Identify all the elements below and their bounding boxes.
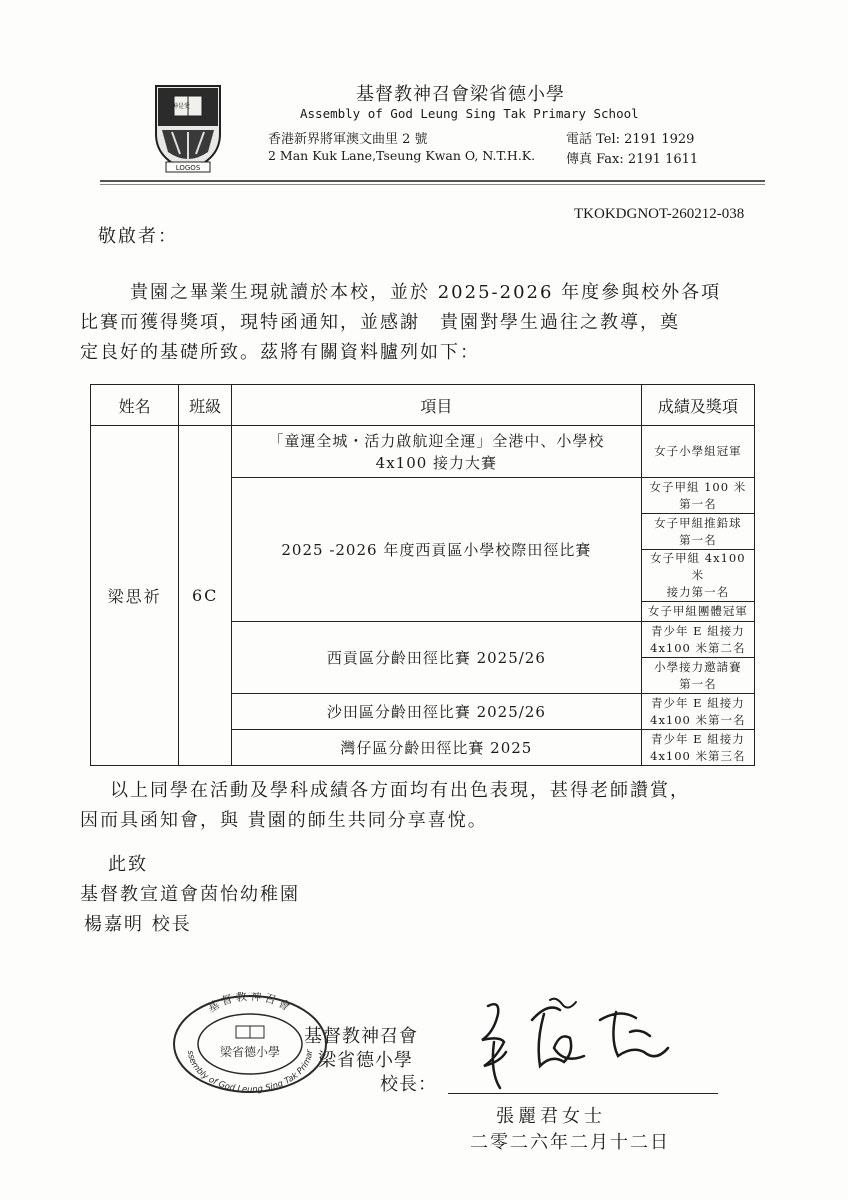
signatory-school-line-2: 梁省德小學: [318, 1050, 413, 1071]
event-cell: [232, 622, 642, 694]
crest-banner-text: LOGOS: [175, 164, 201, 172]
school-crest: [152, 82, 224, 174]
result-line: 小學接力邀請賽: [654, 659, 742, 674]
signatory-title: 校長：: [380, 1074, 437, 1095]
letterhead-rule: [100, 180, 765, 182]
result-line: 女子甲組推鉛球: [654, 515, 742, 530]
result-cell: [641, 658, 754, 694]
result-line: 青少年 E 組接力: [650, 695, 745, 710]
intro-line-1: 貴園之畢業生現就讀於本校，並於 2025-2026 年度參與校外各項: [130, 282, 722, 303]
event-title-line: 2025 -2026 年度西貢區小學校際田徑比賽: [281, 540, 592, 559]
intro-line-2: 比賽而獲得獎項，現特函通知，並感謝 貴園對學生過往之教導，奠: [80, 312, 680, 333]
result-line: 女子甲組 100 米: [649, 479, 747, 494]
result-line: 女子小學組冠軍: [654, 444, 742, 458]
result-cell: [641, 694, 754, 730]
result-line: 接力第一名: [666, 585, 730, 599]
recipient: 基督教宣道會茵怡幼稚園: [80, 884, 300, 905]
ci-zhi: 此致: [108, 854, 148, 875]
event-title-line: 4x100 接力大賽: [375, 453, 498, 472]
letterhead-rule-thin: [100, 184, 765, 185]
event-cell: [232, 730, 642, 766]
result-cell: [641, 550, 754, 602]
seal-top-text: 基督教神召會: [205, 992, 295, 1015]
student-class: 6C: [179, 426, 232, 766]
result-line: 第一名: [679, 532, 717, 547]
result-line: 青少年 E 組接力: [650, 731, 745, 746]
reference-number: TKOKDGNOT-260212-038: [574, 206, 745, 222]
result-cell: [641, 602, 754, 622]
recipient-principal: 楊嘉明 校長: [84, 914, 192, 935]
fax: 傳真 Fax: 2191 1611: [566, 152, 699, 167]
result-cell: [641, 478, 754, 514]
event-cell: [232, 694, 642, 730]
crest-book-text: 神是愛: [171, 103, 191, 110]
signatory-name: 張麗君女士: [496, 1106, 606, 1127]
student-name: 梁思祈: [91, 426, 179, 766]
result-line: 青少年 E 組接力: [650, 623, 745, 638]
closing-line-1: 以上同學在活動及學科成績各方面均有出色表現，甚得老師讚賞，: [110, 780, 690, 801]
closing-line-2: 因而具函知會，與 貴園的師生共同分享喜悅。: [80, 810, 488, 831]
result-line: 4x100 米第三名: [650, 748, 746, 763]
result-line: 4x100 米第二名: [650, 640, 746, 655]
address-zh: 香港新界將軍澳文曲里 2 號: [268, 132, 428, 147]
closing-paragraph: [80, 776, 770, 836]
result-cell: [641, 730, 754, 766]
result-line: 女子甲組 4x100 米: [650, 551, 746, 582]
intro-paragraph: [80, 278, 770, 368]
result-cell: [641, 426, 754, 478]
result-cell: [641, 514, 754, 550]
telephone: 電話 Tel: 2191 1929: [566, 132, 695, 147]
awards-table: [90, 384, 755, 766]
table-header-row: [91, 385, 755, 426]
event-title-line: 沙田區分齡田徑比賽 2025/26: [326, 702, 546, 721]
event-cell: [232, 478, 642, 622]
result-line: 女子甲組團體冠軍: [647, 604, 748, 618]
header-result: 成績及獎項: [641, 385, 754, 426]
svg-text:Assembly of God Leung Sing Tak: [170, 992, 315, 1095]
handwritten-signature: [460, 992, 690, 1092]
header-name: 姓名: [91, 385, 179, 426]
result-line: 第一名: [679, 496, 717, 511]
address-en: 2 Man Kuk Lane,Tseung Kwan O, N.T.H.K.: [268, 148, 536, 163]
header-class: 班級: [179, 385, 232, 426]
result-line: 第一名: [679, 676, 717, 691]
event-cell: [232, 426, 642, 478]
header-event: 項目: [232, 385, 642, 426]
event-title-line: 「童運全城・活力啟航迎全運」全港中、小學校: [268, 431, 605, 450]
result-cell: [641, 622, 754, 658]
letter-date: 二零二六年二月十二日: [470, 1132, 670, 1153]
event-title-line: 西貢區分齡田徑比賽 2025/26: [326, 648, 546, 667]
seal-ring-text: ssembly of God Leung Sing Tak Primar: [184, 1049, 316, 1096]
salutation: 敬啟者：: [98, 226, 178, 247]
intro-line-3: 定良好的基礎所致。茲將有關資料臚列如下：: [80, 342, 480, 363]
signatory-school-line-1: 基督教神召會: [304, 1026, 418, 1047]
table-row: [91, 426, 755, 478]
school-name-en: Assembly of God Leung Sing Tak Primary School: [300, 106, 639, 121]
event-title-line: 灣仔區分齡田徑比賽 2025: [340, 738, 533, 757]
signature-line: [448, 1093, 718, 1094]
seal-center-text: 梁省德小學: [219, 1045, 281, 1059]
school-name-zh: 基督教神召會梁省德小學: [356, 84, 565, 105]
result-line: 4x100 米第一名: [650, 712, 746, 727]
